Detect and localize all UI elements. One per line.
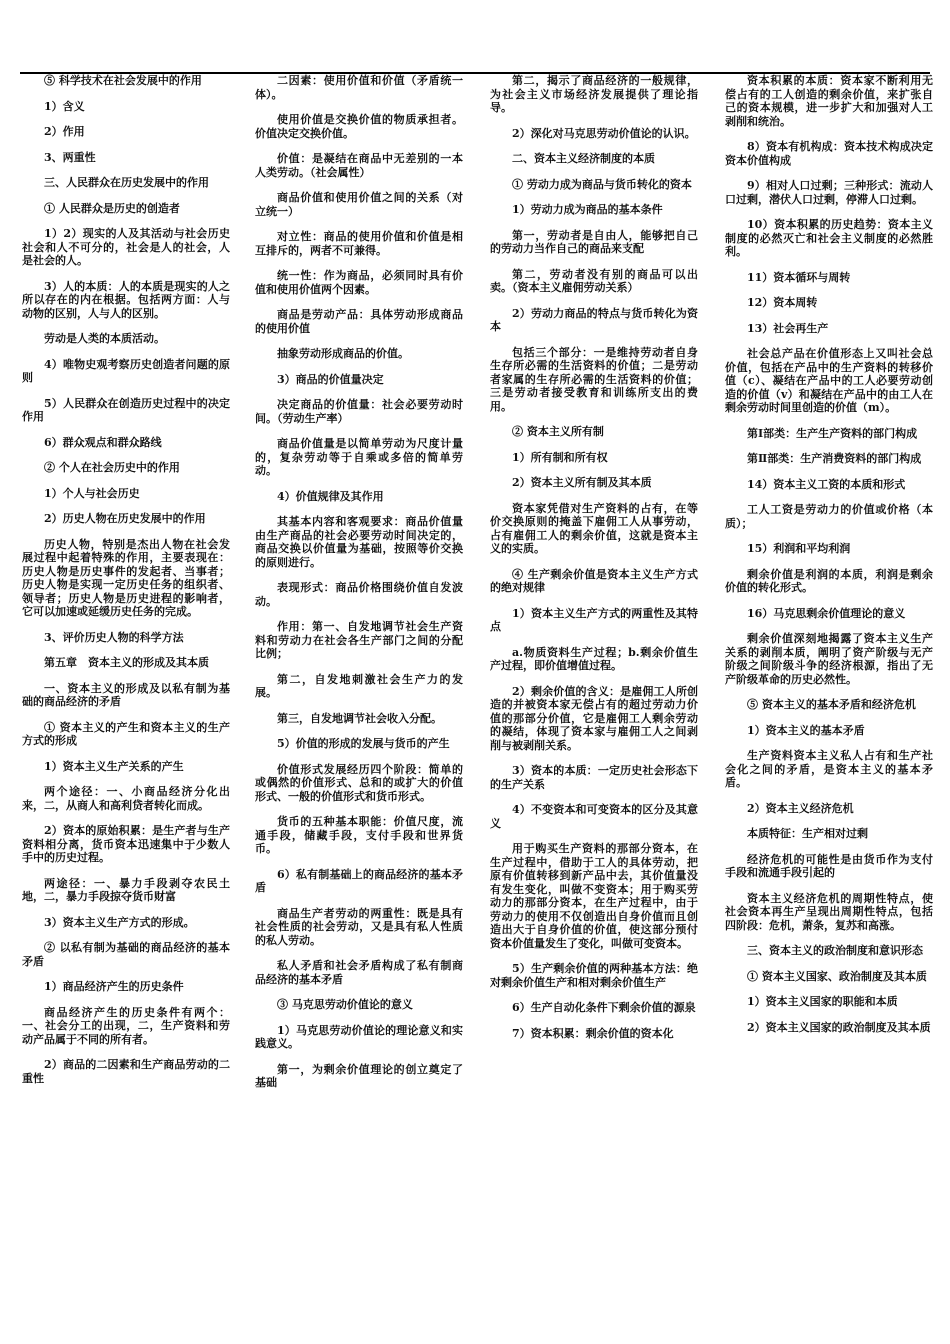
paragraph: 3）资本的本质：一定历史社会形态下的生产关系 (490, 764, 698, 791)
paragraph: 第一，劳动者是自由人，能够把自己的劳动力当作自己的商品来支配 (490, 228, 698, 255)
paragraph: 4）不变资本和可变资本的区分及其意义 (490, 803, 698, 830)
column-2 (255, 74, 463, 1102)
paragraph: 第Ⅰ部类：生产生产资料的部门构成 (747, 426, 918, 440)
paragraph: 两个途径：一、小商品经济分化出来，二，从商人和高利贷者转化而成。 (22, 785, 230, 812)
paragraph: ① 资本主义国家、政治制度及其本质 (747, 969, 927, 983)
paragraph: 抽象劳动形成商品的价值。 (277, 347, 409, 360)
paragraph: 3、两重性 (44, 150, 96, 164)
paragraph: 3）商品的价值量决定 (277, 372, 384, 386)
paragraph: 第Ⅱ部类：生产消费资料的部门构成 (747, 452, 922, 465)
paragraph: 3、评价历史人物的科学方法 (44, 630, 184, 644)
column-3 (490, 74, 698, 1052)
paragraph: 10）资本积累的历史趋势：资本主义制度的必然灭亡和社会主义制度的必然胜利。 (725, 218, 933, 258)
paragraph: 三、人民群众在历史发展中的作用 (44, 176, 209, 189)
paragraph: 1）资本主义的基本矛盾 (747, 723, 865, 737)
paragraph: ① 资本主义的产生和资本主义的生产方式的形成 (22, 720, 230, 747)
paragraph: 货币的五种基本职能：价值尺度，流通手段，储藏手段，支付手段和世界货币。 (255, 815, 463, 855)
paragraph: 二、资本主义经济制度的本质 (512, 152, 655, 165)
paragraph: ⑤ 资本主义的基本矛盾和经济危机 (747, 698, 916, 711)
paragraph: 4）价值规律及其作用 (277, 489, 384, 503)
paragraph: 资本家凭借对生产资料的占有，在等价交换原则的掩盖下雇佣工人从事劳动，占有雇佣工人的剩余价值，这就是资本主义的实质。 (490, 501, 698, 555)
paragraph: 1）所有制和所有权 (512, 450, 608, 464)
paragraph: 商品是劳动产品：具体劳动形成商品的使用价值 (255, 308, 463, 335)
paragraph: 二因素：使用价值和价值（矛盾统一体）。 (255, 74, 463, 101)
paragraph: ② 以私有制为基础的商品经济的基本矛盾 (22, 941, 230, 968)
paragraph: 商品生产者劳动的两重性：既是具有社会性质的社会劳动，又是具有私人性质的私人劳动。 (255, 906, 463, 947)
paragraph: 9）相对人口过剩；三种形式：流动人口过剩，潜伏人口过剩，停滞人口过剩。 (725, 179, 933, 206)
paragraph: 对立性：商品的使用价值和价值是相互排斥的，两者不可兼得。 (255, 230, 463, 257)
paragraph: 2）资本主义国家的政治制度及其本质 (747, 1020, 931, 1034)
paragraph: 剩余价值是利润的本质，利润是剩余价值的转化形式。 (725, 567, 933, 594)
paragraph: 本质特征：生产相对过剩 (747, 827, 868, 840)
paragraph: 价值形式发展经历四个阶段：简单的或偶然的价值形式、总和的或扩大的价值形式、一般的价值形式和货币形式。 (255, 762, 463, 803)
paragraph: 三、资本主义的政治制度和意识形态 (747, 944, 923, 957)
paragraph: ④ 生产剩余价值是资本主义生产方式的绝对规律 (490, 567, 698, 594)
paragraph: 工人工资是劳动力的价值或价格（本质）； (725, 503, 933, 530)
column-4 (725, 74, 933, 1046)
paragraph: 2）资本主义所有制及其本质 (512, 476, 652, 489)
paragraph: 使用价值是交换价值的物质承担者。价值决定交换价值。 (255, 113, 463, 140)
paragraph: 第二，劳动者没有别的商品可以出卖。（资本主义雇佣劳动关系） (490, 267, 698, 294)
paragraph: 价值：是凝结在商品中无差别的一本人类劳动。（社会属性） (255, 152, 463, 179)
paragraph: 社会总产品在价值形态上又叫社会总价值，包括在产品中的生产资料的转移价值（c）、凝结在产品中的工人必要劳动创造的价值（v）和凝结在产品中的由工人在剩余劳动时间里创造的价值（m）。 (725, 347, 933, 414)
paragraph: 包括三个部分：一是维持劳动者自身生存所必需的生活资料的价值；二是劳动者家属的生存所必需的生活资料的价值；三是劳动者接受教育和训练所支出的费用。 (490, 345, 698, 413)
paragraph: ③ 马克思劳动价值论的意义 (277, 998, 413, 1011)
paragraph: ① 劳动力成为商品与货币转化的资本 (512, 177, 692, 191)
paragraph: 2）剩余价值的含义：是雇佣工人所创造的并被资本家无偿占有的超过劳动力价值的那部分价值，它是雇佣工人剩余劳动的凝结，体现了资本家与雇佣工人之间剥削与被剥削关系。 (490, 684, 698, 752)
paragraph: 1）商品经济产生的历史条件 (44, 980, 184, 993)
paragraph: ⑤ 科学技术在社会发展中的作用 (44, 74, 202, 87)
paragraph: 生产资料资本主义私人占有和生产社会化之间的矛盾，是资本主义的基本矛盾。 (725, 749, 933, 789)
paragraph: 2）历史人物在历史发展中的作用 (44, 512, 206, 525)
paragraph: 6）生产自动化条件下剩余价值的源泉 (512, 1001, 696, 1014)
paragraph: 商品价值量是以简单劳动为尺度计量的，复杂劳动等于自乘或多倍的简单劳动。 (255, 437, 463, 477)
paragraph: 15）利润和平均利润 (747, 542, 851, 555)
paragraph: a.物质资料生产过程；b.剩余价值生产过程，即价值增值过程。 (490, 645, 698, 672)
paragraph: 1）个人与社会历史 (44, 486, 140, 500)
paragraph: 商品价值和使用价值之间的关系（对立统一） (255, 191, 463, 218)
paragraph: ② 个人在社会历史中的作用 (44, 461, 180, 474)
paragraph: 13）社会再生产 (747, 321, 829, 335)
paragraph: 7）资本积累：剩余价值的资本化 (512, 1026, 674, 1040)
paragraph: 私人矛盾和社会矛盾构成了私有制商品经济的基本矛盾 (255, 959, 463, 986)
paragraph: 11）资本循环与周转 (747, 270, 851, 284)
paragraph: 1）2）现实的人及其活动与社会历史社会和人不可分的，社会是人的社会，人是社会的人。 (22, 227, 230, 267)
paragraph: 1）资本主义生产方式的两重性及其特点 (490, 606, 698, 633)
paragraph: 经济危机的可能性是由货币作为支付手段和流通手段引起的 (725, 852, 933, 879)
paragraph: 6）私有制基础上的商品经济的基本矛盾 (255, 867, 463, 894)
paragraph: 1）劳动力成为商品的基本条件 (512, 203, 663, 216)
paragraph: 劳动是人类的本质活动。 (44, 332, 165, 345)
paragraph: 6）群众观点和群众路线 (44, 435, 162, 449)
paragraph: 其基本内容和客观要求：商品价值量由生产商品的社会必要劳动时间决定的，商品交换以价值量为基础，按照等价交换的原则进行。 (255, 515, 463, 569)
paragraph: 2）资本的原始积累：是生产者与生产资料相分离，货币资本迅速集中于少数人手中的历史过程。 (22, 824, 230, 864)
paragraph: 5）生产剩余价值的两种基本方法：绝对剩余价值生产和相对剩余价值生产 (490, 962, 698, 989)
paragraph: 统一性：作为商品，必须同时具有价值和使用价值两个因素。 (255, 269, 463, 296)
paragraph: 商品经济产生的历史条件有两个：一、社会分工的出现，二，生产资料和劳动产品属于不同的所有者。 (22, 1005, 230, 1046)
paragraph: 8）资本有机构成：资本技术构成决定资本价值构成 (725, 140, 933, 167)
paragraph: 表现形式：商品价格围绕价值自发波动。 (255, 581, 463, 608)
paragraph: 2）深化对马克思劳动价值论的认识。 (512, 126, 696, 140)
paragraph: 1）资本主义生产关系的产生 (44, 759, 184, 773)
paragraph: 5）人民群众在创造历史过程中的决定作用 (22, 396, 230, 423)
paragraph: 一、资本主义的形成及以私有制为基础的商品经济的矛盾 (22, 681, 230, 708)
paragraph: 2）作用 (44, 125, 85, 138)
paragraph: 作用：第一、自发地调节社会生产资料和劳动力在社会各生产部门之间的分配比例； (255, 620, 463, 660)
paragraph: 1）资本主义国家的职能和本质 (747, 995, 898, 1008)
paragraph: 2）劳动力商品的特点与货币转化为资本 (490, 306, 698, 333)
paragraph: 2）资本主义经济危机 (747, 801, 854, 815)
paragraph: 剩余价值深刻地揭露了资本主义生产关系的剥削本质，阐明了资产阶级与无产阶级之间阶级斗争的经济根源，指出了无产阶级革命的历史必然性。 (725, 632, 933, 686)
paragraph: 12）资本周转 (747, 296, 818, 309)
paragraph: 1）含义 (44, 99, 85, 113)
paragraph: 1）马克思劳动价值论的理论意义和实践意义。 (255, 1023, 463, 1050)
paragraph: 用于购买生产资料的那部分资本，在生产过程中，借助于工人的具体劳动，把原有价值转移到新产品中去，其价值量没有发生变化，叫做不变资本；用于购买劳动力的那部分资本，在生产过程中，由于劳动力的使用不仅创造出自身价值而且创造出大于自身价值的价值，使这部分预付资本价值量发生了变化，叫做可变资本。 (490, 842, 698, 950)
paragraph: 第二，自发地刺激社会生产力的发展。 (255, 672, 463, 699)
column-1 (22, 74, 230, 1097)
paragraph: 第二，揭示了商品经济的一般规律，为社会主义市场经济发展提供了理论指导。 (490, 74, 698, 114)
paragraph: 第五章 资本主义的形成及其本质 (44, 656, 209, 669)
paragraph: 资本积累的本质：资本家不断利用无偿占有的工人创造的剩余价值，来扩张自己的资本规模，进一步扩大和加强对人工剥削和统治。 (725, 74, 933, 128)
paragraph: 3）人的本质：人的本质是现实的人之所以存在的内在根据。包括两方面：人与动物的区别，人与人的区别。 (22, 279, 230, 320)
paragraph: ② 资本主义所有制 (512, 425, 604, 438)
paragraph: 3）资本主义生产方式的形成。 (44, 915, 195, 929)
paragraph: 16）马克思剩余价值理论的意义 (747, 606, 906, 620)
paragraph: 两途径：一、暴力手段剥夺农民土地，二，暴力手段掠夺货币财富 (22, 876, 230, 903)
paragraph: 14）资本主义工资的本质和形式 (747, 477, 906, 491)
paragraph: 5）价值的形成的发展与货币的产生 (277, 737, 450, 750)
paragraph: 第三，自发地调节社会收入分配。 (277, 711, 442, 725)
paragraph: 第一，为剩余价值理论的创立奠定了基础 (255, 1062, 463, 1089)
paragraph: 资本主义经济危机的周期性特点，使社会资本再生产呈现出周期性特点，包括四阶段：危机，萧条，复苏和高涨。 (725, 891, 933, 932)
paragraph: ① 人民群众是历史的创造者 (44, 201, 180, 215)
paragraph: 历史人物，特别是杰出人物在社会发展过程中起着特殊的作用，主要表现在：历史人物是历史事件的发起者、当事者；历史人物是实现一定历史任务的组织者、领导者；历史人物是历史进程的影响者，它可以加速或延缓历史任务的完成。 (22, 537, 230, 618)
paragraph: 2）商品的二因素和生产商品劳动的二重性 (22, 1058, 230, 1085)
paragraph: 决定商品的价值量：社会必要劳动时间。（劳动生产率） (255, 398, 463, 425)
paragraph: 4）唯物史观考察历史创造者问题的原则 (22, 357, 230, 384)
